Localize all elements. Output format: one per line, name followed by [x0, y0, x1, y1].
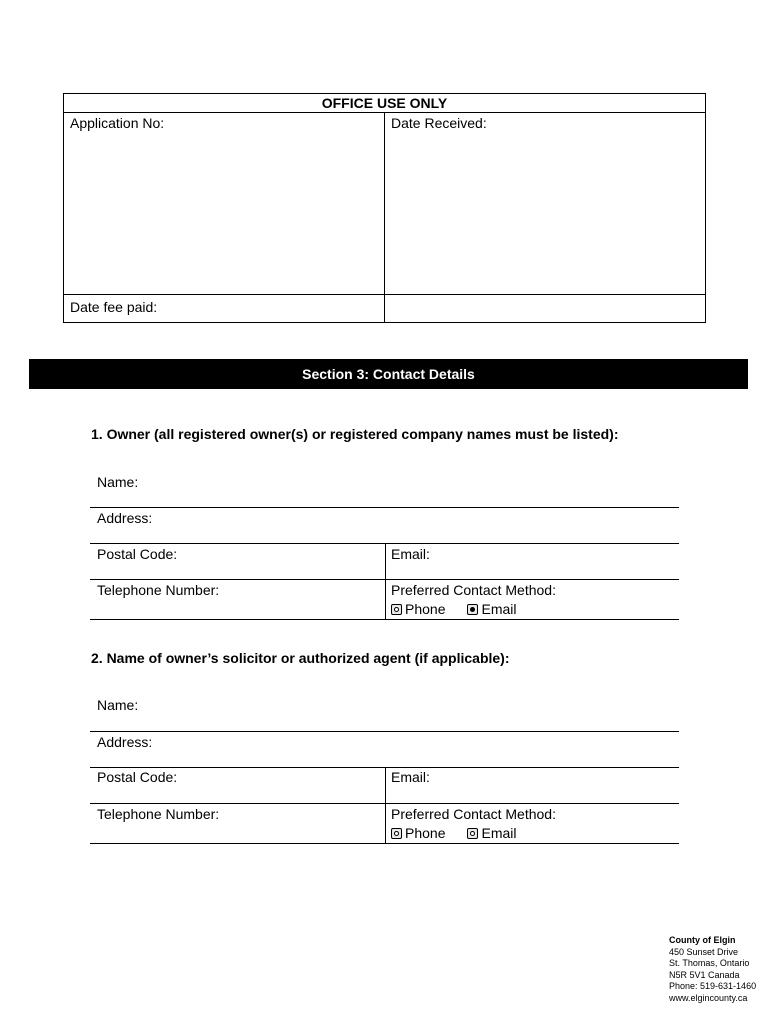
owner-heading: 1. Owner (all registered owner(s) or registered company names must be listed): [91, 426, 619, 442]
owner-phone-radio[interactable] [391, 604, 402, 615]
office-use-row-bottom [64, 295, 705, 322]
office-use-box [63, 93, 706, 323]
agent-form [90, 689, 679, 844]
owner-postal-label: Postal Code: [97, 546, 178, 562]
column-divider [385, 580, 386, 619]
owner-address-label: Address: [97, 510, 153, 526]
owner-email-label: Email: [391, 546, 430, 562]
section-header: Section 3: Contact Details [29, 359, 748, 389]
footer-org-name: County of Elgin [669, 935, 736, 945]
agent-phone-radio[interactable] [391, 828, 402, 839]
agent-email-radio[interactable] [467, 828, 478, 839]
footer-address-line1: 450 Sunset Drive [669, 946, 739, 957]
owner-postal-email-row [90, 544, 679, 580]
owner-phone-option-label: Phone [405, 601, 446, 617]
footer-address-line2: St. Thomas, Ontario [669, 958, 750, 968]
agent-address-row[interactable] [90, 732, 679, 768]
owner-address-row[interactable] [90, 508, 679, 544]
application-no-label: Application No: [70, 115, 165, 131]
date-received-field[interactable] [385, 113, 705, 294]
date-fee-paid-value-field[interactable] [385, 295, 705, 322]
agent-name-label: Name: [97, 697, 139, 713]
agent-address-label: Address: [97, 734, 153, 750]
office-use-title: OFFICE USE ONLY [64, 94, 705, 113]
column-divider [385, 804, 386, 843]
agent-contact-options [391, 825, 517, 841]
owner-phone-label: Telephone Number: [97, 582, 220, 598]
footer-phone: Phone: 519-631-1460 [669, 981, 757, 991]
agent-postal-email-row [90, 768, 679, 804]
agent-heading: 2. Name of owner’s solicitor or authorized agent (if applicable): [91, 650, 510, 666]
office-use-row-top [64, 113, 705, 295]
agent-email-option-label: Email [481, 825, 517, 841]
footer-address [669, 935, 756, 1004]
agent-email-label: Email: [391, 769, 430, 785]
date-fee-paid-label: Date fee paid: [70, 299, 158, 315]
agent-phone-contact-row [90, 804, 679, 844]
owner-name-row[interactable] [90, 466, 679, 508]
column-divider [385, 768, 386, 803]
agent-phone-label: Telephone Number: [97, 806, 220, 822]
owner-contact-options [391, 601, 517, 617]
owner-email-radio[interactable] [467, 604, 478, 615]
footer-address-line3: N5R 5V1 Canada [669, 969, 740, 980]
date-fee-paid-field[interactable] [64, 295, 385, 322]
owner-phone-contact-row [90, 580, 679, 620]
application-no-field[interactable] [64, 113, 385, 294]
footer-website[interactable]: www.elgincounty.ca [669, 992, 748, 1003]
owner-form [90, 466, 679, 620]
owner-contact-method-label: Preferred Contact Method: [391, 582, 556, 598]
agent-contact-method-label: Preferred Contact Method: [391, 806, 556, 822]
owner-email-option-label: Email [481, 601, 517, 617]
owner-name-label: Name: [97, 474, 139, 490]
agent-phone-option-label: Phone [405, 825, 446, 841]
column-divider [385, 544, 386, 579]
agent-postal-label: Postal Code: [97, 769, 178, 785]
agent-name-row[interactable] [90, 689, 679, 732]
date-received-label: Date Received: [391, 115, 487, 131]
